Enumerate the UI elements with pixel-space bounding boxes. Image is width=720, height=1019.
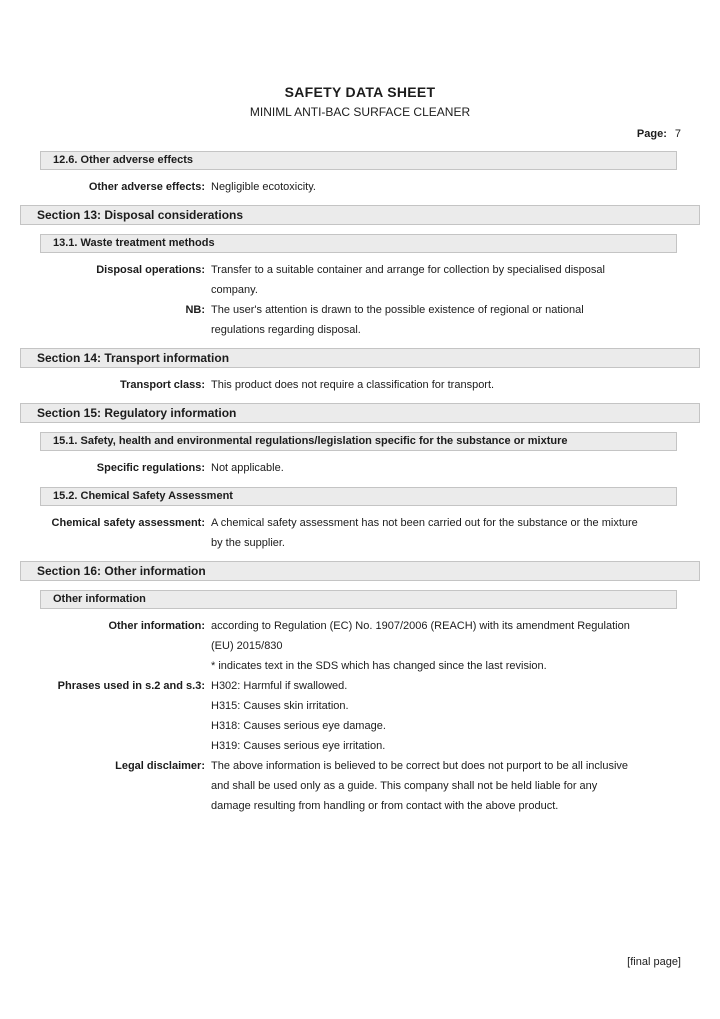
page-indicator — [0, 127, 720, 142]
field-label: Other information: — [108, 620, 205, 632]
subsection-header: 12.6. Other adverse effects — [40, 151, 677, 170]
field-value-line: Negligible ecotoxicity. — [211, 181, 316, 193]
page-label: Page: — [636, 128, 667, 140]
field-value-line: H319: Causes serious eye irritation. — [211, 740, 386, 752]
field-value-line: A chemical safety assessment has not been carried out for the substance or the mixture — [211, 517, 638, 529]
field-label: Specific regulations: — [96, 462, 205, 474]
field-label: Other adverse effects: — [88, 181, 205, 193]
field-value-line: damage resulting from handling or from contact with the above product. — [211, 800, 559, 812]
field-value — [211, 300, 584, 340]
subsection-header: 15.1. Safety, health and environmental regulations/legislation specific for the substance or mixture — [40, 432, 677, 451]
field-value-line: regulations regarding disposal. — [211, 324, 361, 336]
field-label: Legal disclaimer: — [115, 760, 205, 772]
field-value-line: H315: Causes skin irritation. — [211, 700, 349, 712]
field-value-line: (EU) 2015/830 — [211, 640, 283, 652]
field-row — [20, 513, 700, 553]
field-value-line: * indicates text in the SDS which has changed since the last revision. — [211, 660, 547, 672]
field-row — [20, 300, 700, 340]
subsection-header: 15.2. Chemical Safety Assessment — [40, 487, 677, 506]
field-value — [211, 756, 628, 816]
field-value — [211, 375, 494, 395]
subsection-header: Other information — [40, 590, 677, 609]
section-header: Section 14: Transport information — [20, 348, 700, 368]
field-value — [211, 676, 386, 756]
field-label: NB: — [185, 304, 205, 316]
field-row — [20, 616, 700, 676]
page-number: 7 — [674, 128, 681, 140]
document-title: SAFETY DATA SHEET — [284, 84, 436, 100]
field-row — [20, 260, 700, 300]
field-value-line: H302: Harmful if swallowed. — [211, 680, 348, 692]
field-value-line: Not applicable. — [211, 462, 284, 474]
final-page-note: [final page] — [627, 956, 681, 968]
field-row — [20, 177, 700, 197]
field-row — [20, 458, 700, 478]
field-value-line: Transfer to a suitable container and arrange for collection by specialised disposal — [211, 264, 605, 276]
section-header: Section 16: Other information — [20, 561, 700, 581]
field-value-line: H318: Causes serious eye damage. — [211, 720, 386, 732]
field-row — [20, 676, 700, 756]
field-row — [20, 375, 700, 395]
field-value — [211, 260, 605, 300]
field-value-line: and shall be used only as a guide. This company shall not be held liable for any — [211, 780, 598, 792]
field-value — [211, 458, 284, 478]
field-label: Transport class: — [120, 379, 205, 391]
field-label: Disposal operations: — [96, 264, 205, 276]
field-value-line: This product does not require a classification for transport. — [211, 379, 495, 391]
field-value — [211, 616, 630, 676]
field-value-line: by the supplier. — [211, 537, 285, 549]
product-name: MINIML ANTI-BAC SURFACE CLEANER — [249, 105, 471, 119]
field-value-line: company. — [211, 284, 258, 296]
field-label: Phrases used in s.2 and s.3: — [57, 680, 205, 692]
field-value-line: according to Regulation (EC) No. 1907/2006 (REACH) with its amendment Regulation — [211, 620, 630, 632]
section-header: Section 15: Regulatory information — [20, 403, 700, 423]
subsection-header: 13.1. Waste treatment methods — [40, 234, 677, 253]
field-row — [20, 756, 700, 816]
section-header: Section 13: Disposal considerations — [20, 205, 700, 225]
field-value — [211, 513, 638, 553]
field-value-line: The user's attention is drawn to the possible existence of regional or national — [211, 304, 584, 316]
field-value — [211, 177, 316, 197]
document-body — [20, 151, 700, 816]
field-value-line: The above information is believed to be correct but does not purport to be all inclusive — [211, 760, 629, 772]
field-label: Chemical safety assessment: — [51, 517, 205, 529]
